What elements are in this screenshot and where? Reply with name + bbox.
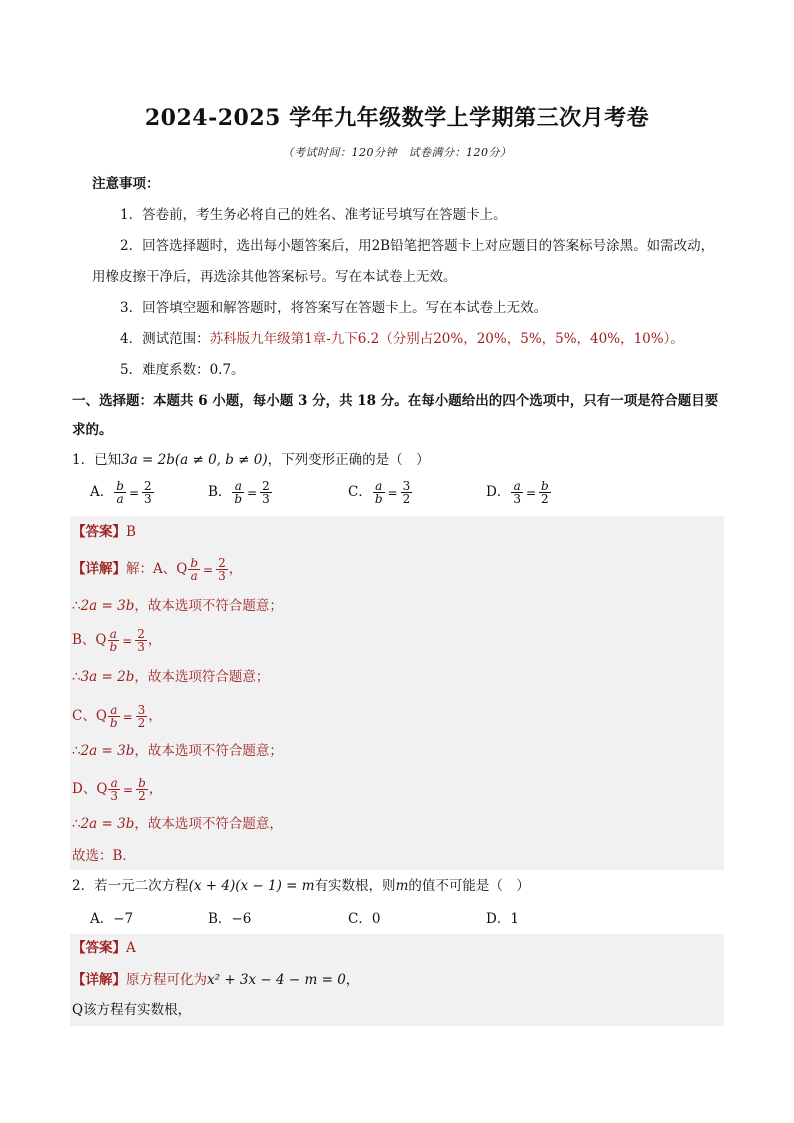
q1-detail-b-lhs <box>108 628 120 653</box>
equals: = <box>128 485 139 500</box>
because-symbol: Q <box>176 561 188 577</box>
notice-item-2-cont: 用橡皮擦干净后，再选涂其他答案标号。写在本试卷上无效。 <box>92 269 457 285</box>
equals: = <box>525 485 537 500</box>
frac-den: 3 <box>262 492 270 506</box>
q1-detail-a <box>72 557 242 582</box>
notice-item-3: 3．回答填空题和解答题时，将答案写在答题卡上。写在本试卷上无效。 <box>120 300 548 316</box>
q1-detail-start: 解：A、 <box>126 561 177 577</box>
q2-option-b-value: −6 <box>231 911 252 927</box>
notice-item-4 <box>120 329 684 349</box>
q2-option-d-value: 1 <box>510 911 519 927</box>
therefore-symbol: ∴ <box>72 669 81 685</box>
frac-den: b <box>109 716 118 730</box>
q1-conclusion: 故选：B． <box>72 848 136 864</box>
equals: = <box>123 782 134 797</box>
q1-result-c-math: 2a = 3b <box>80 743 135 759</box>
equals: = <box>122 709 133 724</box>
notice-heading: 注意事项： <box>92 176 160 192</box>
frac-num: 2 <box>137 627 145 641</box>
q2-option-c-value: 0 <box>371 911 381 927</box>
frac-den: 2 <box>541 492 549 506</box>
q2-answer <box>72 938 136 958</box>
q1-stem-math: 3a = 2b(a ≠ 0, b ≠ 0) <box>121 452 268 468</box>
q2-stem-math: (x + 4)(x − 1) = m <box>188 878 315 894</box>
frac-den: a <box>116 492 124 506</box>
notice-item-1: 1．答卷前，考生务必将自己的姓名、准考证号填写在答题卡上。 <box>120 207 507 223</box>
q1-detail-a-rhs <box>216 557 228 582</box>
q1-option-c-lhs <box>373 480 385 505</box>
q1-result-c <box>72 741 283 761</box>
q1-option-a-lhs <box>114 480 126 505</box>
q1-detail-a-lhs <box>188 557 200 582</box>
q1-answer-value: B <box>126 524 136 540</box>
equals: = <box>203 562 214 577</box>
q1-detail-c <box>72 704 162 729</box>
q1-option-b-label: B． <box>208 484 232 500</box>
q2-last-line: Q该方程有实数根， <box>72 1002 192 1018</box>
frac-den: a <box>190 569 198 583</box>
q2-option-d-label: D． <box>486 911 511 927</box>
q2-stem-mid: 有实数根，则 <box>314 878 396 894</box>
q1-detail-d-lhs <box>108 777 120 802</box>
frac-num: 2 <box>144 479 152 493</box>
q1-detail-b-rhs <box>135 628 147 653</box>
section-heading: 一、选择题：本题共 6 小题，每小题 3 分，共 18 分。在每小题给出的四个选项中，只有一项是符合题目要 <box>72 393 719 409</box>
q2-answer-tag: 【答案】 <box>72 940 126 956</box>
q2-option-b-label: B． <box>208 911 232 927</box>
therefore-symbol: ∴ <box>72 816 81 832</box>
frac-den: b <box>234 492 243 506</box>
frac-den: 2 <box>138 789 146 803</box>
question-2-stem <box>72 876 530 896</box>
q1-result-b-math: 3a = 2b <box>80 669 135 685</box>
frac-num: a <box>108 777 120 790</box>
frac-num: 3 <box>402 479 411 493</box>
frac-num: 2 <box>218 556 226 570</box>
frac-den: 2 <box>402 492 411 506</box>
q1-result-a <box>72 596 283 616</box>
frac-num: 2 <box>262 479 270 493</box>
frac-num: a <box>373 480 385 493</box>
notice-item-4-prefix: 4．测试范围： <box>120 331 210 347</box>
comma: ， <box>147 632 162 648</box>
q1-detail-b-label: B、 <box>72 632 96 648</box>
q1-option-c <box>348 480 413 505</box>
q1-detail-d-rhs <box>136 777 148 802</box>
q1-option-b-rhs <box>260 480 272 505</box>
comma: ， <box>228 561 243 577</box>
q1-result-a-math: 2a = 3b <box>80 598 135 614</box>
frac-num: b <box>138 776 146 790</box>
q1-option-c-label: C． <box>348 484 372 500</box>
because-symbol: Q <box>95 708 107 724</box>
q1-result-d-math: 2a = 3b <box>80 816 135 832</box>
page-title: 2024-2025 学年九年级数学上学期第三次月考卷 <box>144 105 650 131</box>
frac-den: 3 <box>513 492 521 506</box>
frac-num: b <box>541 479 549 493</box>
comma: ， <box>148 708 162 724</box>
therefore-symbol: ∴ <box>72 743 81 759</box>
frac-num: a <box>108 704 120 717</box>
because-symbol: Q <box>96 781 108 797</box>
q1-option-d-lhs <box>511 480 523 505</box>
equals: = <box>122 633 133 648</box>
because-symbol: Q <box>95 632 107 648</box>
q2-stem-var: m <box>395 878 409 894</box>
q2-option-a-value: −7 <box>113 911 134 927</box>
frac-den: b <box>374 492 383 506</box>
q1-result-c-verdict: ，故本选项不符合题意； <box>134 743 283 759</box>
question-1-stem <box>72 450 430 470</box>
q2-detail-tag: 【详解】 <box>72 972 126 988</box>
q1-option-a-rhs <box>142 480 154 505</box>
q1-option-c-rhs <box>401 480 413 505</box>
frac-den: 3 <box>110 789 119 803</box>
section-heading-cont: 求的。 <box>72 422 113 438</box>
q2-detail-text: 原方程可化为 <box>126 972 207 988</box>
q2-option-c <box>348 907 380 927</box>
q1-result-b-verdict: ，故本选项符合题意； <box>134 669 270 685</box>
q2-option-b <box>208 907 251 927</box>
frac-den: 3 <box>137 640 145 654</box>
equals: = <box>387 485 398 500</box>
q1-detail-tag: 【详解】 <box>72 561 126 577</box>
q1-answer <box>72 522 136 542</box>
page-subtitle: （考试时间：120分钟 试卷满分：120分） <box>282 146 512 159</box>
notice-item-5: 5．难度系数：0.7。 <box>120 362 245 378</box>
q1-option-a-label: A． <box>90 484 114 500</box>
frac-num: b <box>116 479 124 493</box>
q2-option-a-label: A． <box>90 911 114 927</box>
q1-answer-tag: 【答案】 <box>72 524 126 540</box>
q1-detail-c-rhs <box>136 704 148 729</box>
q1-option-d-rhs <box>539 480 551 505</box>
frac-num: a <box>232 480 244 493</box>
q1-result-d <box>72 814 283 834</box>
q2-stem-prefix: 2．若一元二次方程 <box>72 878 189 894</box>
q1-stem-prefix: 1．已知 <box>72 452 122 468</box>
q2-option-d <box>486 907 519 927</box>
q1-detail-c-lhs <box>108 704 120 729</box>
q2-stem-suffix: 的值不可能是（ ） <box>408 878 530 894</box>
q1-option-d-label: D． <box>486 484 511 500</box>
frac-num: a <box>511 480 523 493</box>
q1-option-a <box>90 480 155 505</box>
frac-den: 3 <box>218 569 226 583</box>
frac-den: b <box>109 640 118 654</box>
q2-option-c-label: C． <box>348 911 372 927</box>
frac-den: 2 <box>137 716 146 730</box>
q1-result-d-verdict: ，故本选项不符合题意， <box>134 816 283 832</box>
q1-detail-d <box>72 777 162 802</box>
comma: ， <box>148 781 163 797</box>
q2-detail <box>72 970 359 990</box>
frac-num: b <box>190 556 199 570</box>
q1-detail-b <box>72 628 161 653</box>
q1-option-d <box>486 480 552 505</box>
q1-option-b <box>208 480 273 505</box>
notice-item-2: 2．回答选择题时，选出每小题答案后，用2B铅笔把答题卡上对应题目的答案标号涂黑。如需改动， <box>120 238 715 254</box>
q2-detail-end: ， <box>345 972 360 988</box>
q2-answer-value: A <box>126 940 136 956</box>
frac-num: a <box>108 628 120 641</box>
notice-item-4-range: 苏科版九年级第1章-九下6.2（分别占20%，20%，5%，5%，40%，10%）。 <box>209 331 684 347</box>
q1-detail-c-label: C、 <box>72 708 96 724</box>
frac-den: 3 <box>144 492 152 506</box>
q1-result-b <box>72 667 269 687</box>
frac-num: 3 <box>137 703 146 717</box>
q2-detail-math: x² + 3x − 4 − m = 0 <box>207 972 346 988</box>
equals: = <box>247 485 258 500</box>
q1-detail-d-label: D、 <box>72 781 97 797</box>
q1-result-a-verdict: ，故本选项不符合题意； <box>134 598 283 614</box>
therefore-symbol: ∴ <box>72 598 81 614</box>
q1-option-b-lhs <box>232 480 244 505</box>
q2-option-a <box>90 907 133 927</box>
q1-stem-suffix: ，下列变形正确的是（ ） <box>267 452 430 468</box>
